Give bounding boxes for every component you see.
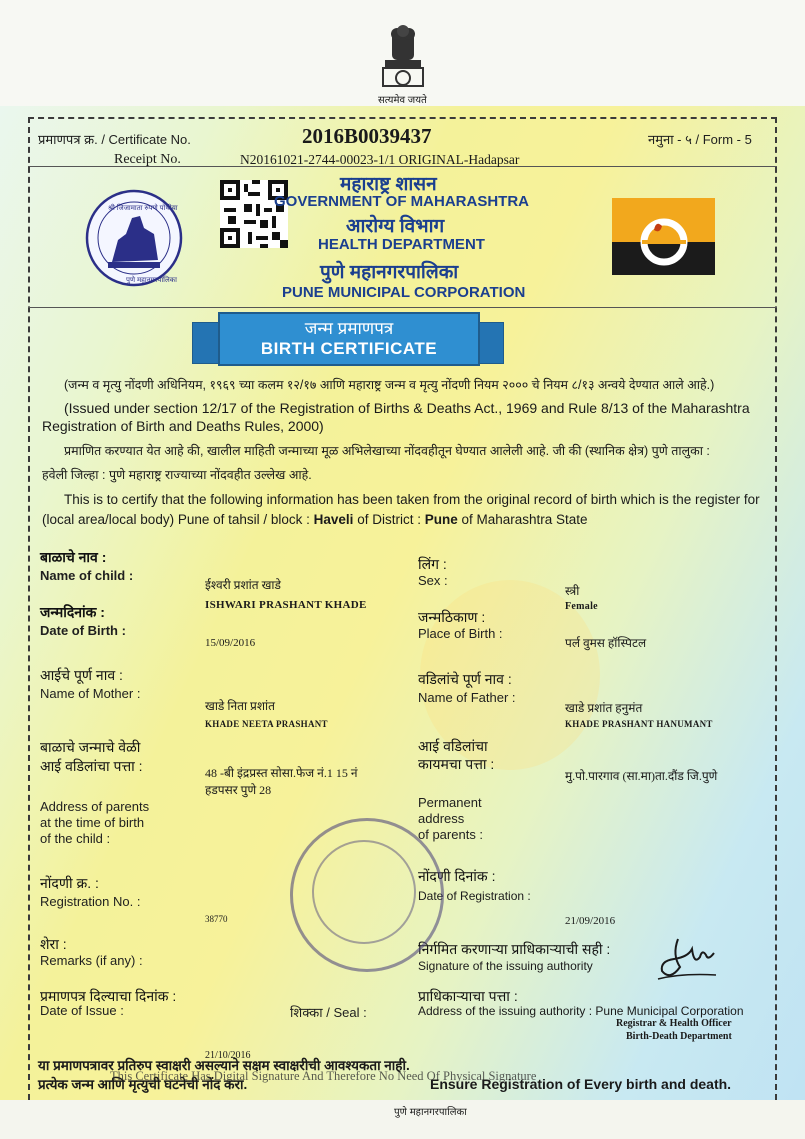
certificate-no-label: प्रमाणपत्र क्र. / Certificate No. (38, 132, 191, 147)
footer-mr-1: या प्रमाणपत्रावर प्रतिरुप स्वाक्षरी असल्याने सक्षम स्वाक्षरीची आवश्यकता नाही. (38, 1058, 410, 1073)
state-name-en: GOVERNMENT OF MAHARASHTRA (274, 193, 529, 210)
address-at-birth-line-1: 48 -बी इंद्रप्रस्त सोसा.फेज नं.1 15 नं (205, 766, 358, 780)
preamble-en-1a: (Issued under section 12/17 of the Registration of Births & Deaths Act., 1969 and Rule 8/13 of the Maharashtra (64, 400, 750, 416)
registration-date: 21/09/2016 (565, 915, 616, 927)
authority-address-label-mr: प्राधिकाऱ्याचा पत्ता : (418, 988, 518, 1004)
preamble-mr-1: (जन्म व मृत्यु नोंदणी अधिनियम, १९६९ च्या कलम १२/१७ आणि महाराष्ट्र जन्म व मृत्यु नोंदणी नियम २००० चे नियम ८/१३ अन्वये देण्यात आले आहे.) (64, 378, 715, 392)
form-label: नमुना - ५ / Form - 5 (648, 132, 752, 147)
pmc-logo-icon (84, 188, 184, 288)
sex-label-mr: लिंग : (418, 556, 447, 572)
officer-title-line-1: Registrar & Health Officer (616, 1018, 732, 1029)
address-label-mr-2: आई वडिलांचा पत्ता : (40, 758, 143, 774)
preamble-en-2b-pre: (local area/local body) Pune of tahsil / block : (42, 512, 314, 527)
corporation-seal-stamp-inner (312, 840, 416, 944)
mother-name-label-mr: आईचे पूर्ण नाव : (40, 667, 123, 683)
border-right (775, 117, 777, 1100)
corporation-name-en: PUNE MUNICIPAL CORPORATION (282, 284, 526, 301)
registration-date-label-mr: नोंदणी दिनांक : (418, 868, 496, 884)
handwritten-signature-icon (652, 935, 722, 985)
corporation-name-mr: पुणे महानगरपालिका (320, 262, 459, 283)
receipt-number: N20161021-2744-00023-1/1 ORIGINAL-Hadapsar (240, 152, 520, 167)
certificate-title-banner (218, 312, 480, 366)
department-name-en: HEALTH DEPARTMENT (318, 236, 485, 253)
address-at-birth-line-2: हडपसर पुणे 28 (205, 783, 272, 797)
qr-code-icon (220, 180, 288, 248)
digital-signature-note: This Certificate Has Digital Signature And Therefore No Need Of Physical Signature (110, 1069, 537, 1083)
certificate-number: 2016B0039437 (302, 124, 432, 148)
preamble-en-2b-post: of Maharashtra State (457, 512, 588, 527)
pob-label-en: Place of Birth : (418, 626, 503, 641)
child-name-label-mr: बाळाचे नाव : (40, 549, 107, 565)
dob-label-en: Date of Birth : (40, 623, 126, 638)
father-name-en: KHADE PRASHANT HANUMANT (565, 719, 713, 729)
permanent-address-label-mr-1: आई वडिलांचा (418, 738, 488, 754)
mother-name-en: KHADE NEETA PRASHANT (205, 719, 328, 729)
sex-label-en: Sex : (418, 573, 448, 588)
permanent-address-label-en-3: of parents : (418, 827, 484, 842)
preamble-mr-2b: हवेली जिल्हा : पुणे महाराष्ट्र राज्याच्या नोंदवहीत उल्लेख आहे. (42, 468, 312, 482)
health-department-logo-icon (612, 198, 715, 275)
permanent-address-label-en-2: address (418, 811, 465, 826)
date-of-birth: 15/09/2016 (205, 637, 256, 649)
sex-mr: स्त्री (565, 584, 580, 598)
father-name-label-en: Name of Father : (418, 690, 516, 705)
preamble-en-2b-mid: of District : (353, 512, 425, 527)
pmc-logo-bottom-text: पुणे महानगरपालिका (126, 277, 177, 284)
certificate-title-mr: जन्म प्रमाणपत्र (304, 319, 394, 338)
tahsil-name: Haveli (313, 512, 354, 527)
signature-label-en: Signature of the issuing authority (418, 959, 593, 973)
district-name: Pune (424, 512, 458, 527)
child-name-label-en: Name of child : (40, 568, 134, 583)
permanent-address: मु.पो.पारगाव (सा.मा)ता.दौंड जि.पुणे (565, 769, 718, 783)
registration-no-label-en: Registration No. : (40, 894, 141, 909)
footer-en-right: Ensure Registration of Every birth and death. (430, 1076, 732, 1092)
pmc-logo-text: श्री जिजामाता रुपणे पोथीया (108, 205, 178, 212)
footer-bottom-text: पुणे महानगरपालिका (394, 1107, 467, 1118)
mother-name-mr: खाडे निता प्रशांत (205, 699, 275, 713)
address-label-en-2: at the time of birth (40, 815, 145, 830)
pob-label-mr: जन्मठिकाण : (418, 609, 486, 625)
address-label-en-3: of the child : (40, 831, 111, 846)
registration-date-label-en: Date of Registration : (418, 889, 531, 903)
border-top (28, 117, 777, 119)
border-left (28, 117, 30, 1100)
department-name-mr: आरोग्य विभाग (346, 216, 445, 237)
issue-date-label-en: Date of Issue : (40, 1003, 124, 1018)
state-name-mr: महाराष्ट्र शासन (340, 174, 437, 195)
father-name-mr: खाडे प्रशांत हनुमंत (565, 701, 643, 715)
remarks-label-mr: शेरा : (40, 936, 67, 952)
seal-label: शिक्का / Seal : (290, 1005, 367, 1020)
dob-label-mr: जन्मदिनांक : (40, 604, 105, 620)
footer-mr-2: प्रत्येक जन्म आणि मृत्युची घटनेची नोंद करा. (38, 1077, 248, 1092)
signature-label-mr: निर्गमित करणाऱ्या प्राधिकाऱ्याची सही : (418, 941, 611, 957)
address-label-en-1: Address of parents (40, 799, 150, 814)
father-name-label-mr: वडिलांचे पूर्ण नाव : (418, 671, 512, 687)
permanent-address-label-mr-2: कायमचा पत्ता : (418, 756, 495, 772)
mother-name-label-en: Name of Mother : (40, 686, 141, 701)
remarks-label-en: Remarks (if any) : (40, 953, 143, 968)
sex-en: Female (565, 601, 598, 612)
receipt-label: Receipt No. (114, 152, 181, 167)
preamble-en-1b: Registration of Birth and Deaths Rules, 2000) (42, 418, 324, 434)
preamble-en-2a: This is to certify that the following information has been taken from the original record of birth which is the register for (64, 492, 760, 507)
child-name-en: ISHWARI PRASHANT KHADE (205, 599, 367, 611)
registration-no-label-mr: नोंदणी क्र. : (40, 875, 99, 891)
child-name-mr: ईश्वरी प्रशांत खाडे (205, 578, 281, 592)
certificate-title-en: BIRTH CERTIFICATE (260, 339, 438, 358)
authority-address-label-en: Address of the issuing authority : Pune Municipal Corporation (418, 1004, 744, 1018)
issue-date-label-mr: प्रमाणपत्र दिल्याचा दिनांक : (40, 988, 177, 1004)
issue-date: 21/10/2016 (205, 1050, 251, 1061)
preamble-mr-2a: प्रमाणित करण्यात येत आहे की, खालील माहिती जन्माच्या मूळ अभिलेखाच्या नोंदवहीतून घेण्यात आलेली आहे. जी की (स्थानिक क्षेत्र) पुणे तालुका : (64, 444, 710, 458)
authority-separator (28, 307, 777, 308)
officer-title-line-2: Birth-Death Department (626, 1031, 732, 1042)
registration-number: 38770 (205, 914, 228, 924)
place-of-birth: पर्ल वुमस हॉस्पिटल (565, 636, 647, 650)
emblem-motto: सत्यमेव जयते (378, 95, 427, 106)
permanent-address-label-en-1: Permanent (418, 795, 482, 810)
preamble-en-2b (42, 512, 588, 527)
address-label-mr-1: बाळाचे जन्माचे वेळी (40, 739, 141, 755)
